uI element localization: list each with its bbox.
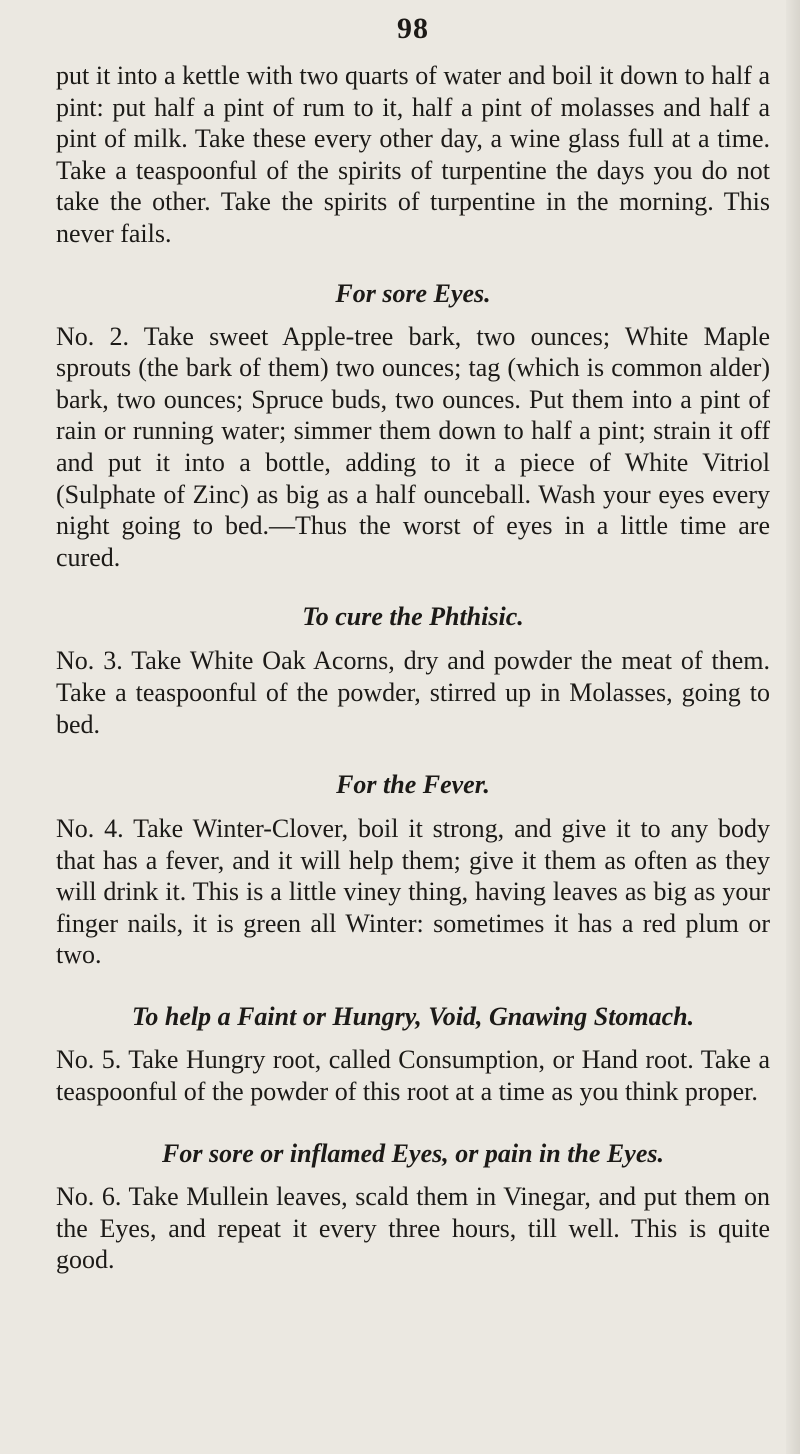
recipe-paragraph-2: No. 2. Take sweet Apple-tree bark, two ounces; White Maple sprouts (the bark of them) two ounces; tag (which is common alder) bark, two ounces; Spruce buds, two ounces. Put them into a pint of rain or running water; simmer them down to half a pint; strain it off and put it into a bottle, adding to it a piece of White Vitriol (Sulphate of Zinc) as big as a half ounceball. Wash your eyes every night going to bed.—Thus the worst of eyes in a little time are cured. <box>56 321 770 572</box>
recipe-paragraph-5: No. 5. Take Hungry root, called Consumption, or Hand root. Take a teaspoonful of the powder of this root at a time as you think proper. <box>56 1045 770 1106</box>
heading-faint-stomach: To help a Faint or Hungry, Void, Gnawing Stomach. <box>131 1002 695 1032</box>
opening-paragraph: put it into a kettle with two quarts of water and boil it down to half a pint: put half a pint of rum to it, half a pint of molasses and half a pint of milk. Take these every other day, a wine glass full at a time. Take a teaspoonful of the spirits of turpentine the days you do not take the other. Take the spirits of turpentine in the morning. This never fails. <box>56 61 770 248</box>
page-number: 98 <box>397 12 429 45</box>
heading-inflamed-eyes: For sore or inflamed Eyes, or pain in the Eyes. <box>162 1139 664 1169</box>
heading-cure-phthisic: To cure the Phthisic. <box>302 602 524 632</box>
recipe-paragraph-3: No. 3. Take White Oak Acorns, dry and powder the meat of them. Take a teaspoonful of the powder, stirred up in Molasses, going to bed. <box>56 646 770 739</box>
recipe-paragraph-6: No. 6. Take Mullein leaves, scald them in Vinegar, and put them on the Eyes, and repeat it every three hours, till well. This is quite good. <box>56 1182 770 1275</box>
heading-fever: For the Fever. <box>336 770 490 800</box>
recipe-paragraph-4: No. 4. Take Winter-Clover, boil it strong, and give it to any body that has a fever, and it will help them; give it them as often as they will drink it. This is a little viney thing, having leaves as big as your finger nails, it is green all Winter: sometimes it has a red plum or two. <box>56 814 770 970</box>
page-edge <box>786 0 800 1454</box>
heading-sore-eyes: For sore Eyes. <box>335 278 491 308</box>
